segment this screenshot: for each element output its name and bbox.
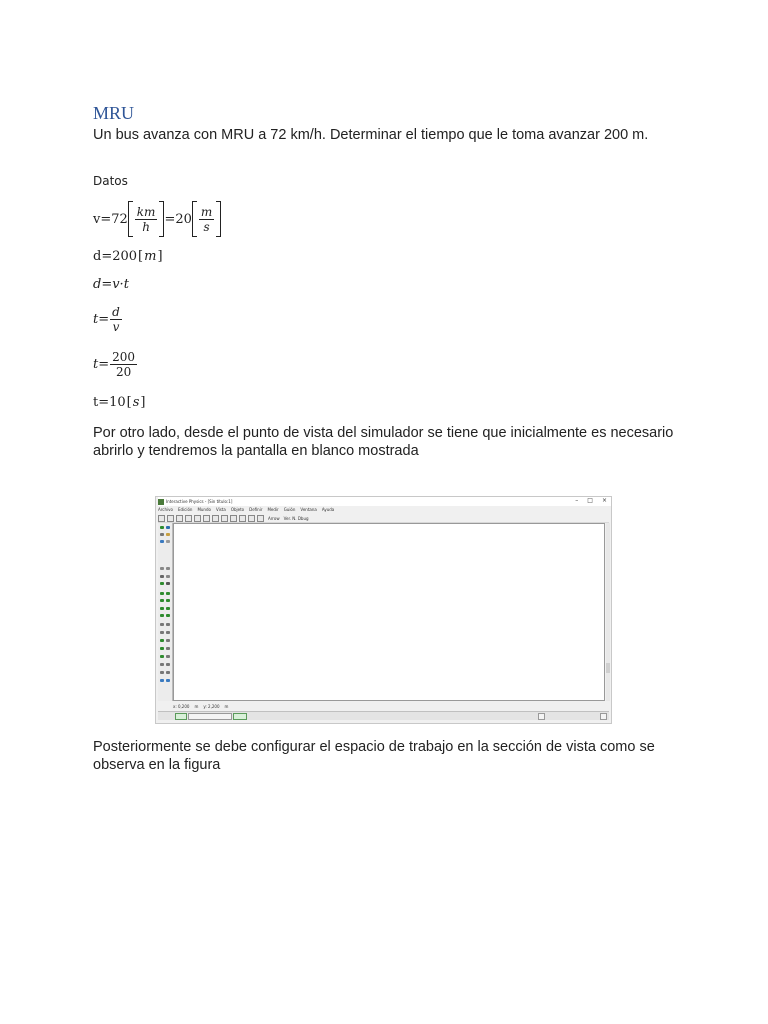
gear-tool-icon xyxy=(160,607,164,610)
zoom-out-icon xyxy=(248,515,255,522)
anchor-tool-icon xyxy=(166,540,170,543)
square-bracket-open: [ xyxy=(138,249,144,264)
coordinate-status xyxy=(173,702,609,710)
slider-tool-icon xyxy=(160,631,164,634)
y-unit: m xyxy=(224,703,229,709)
rope-tool-icon xyxy=(166,575,170,578)
fraction-denominator: v xyxy=(112,320,120,334)
menu-item: Mundo xyxy=(197,507,211,512)
menu-item: Ventana xyxy=(300,507,317,512)
eq5-lhs: t= xyxy=(93,357,110,372)
pin-tool-icon xyxy=(160,647,164,650)
electric-tool-icon xyxy=(166,639,170,642)
arrow-tool-icon xyxy=(166,663,170,666)
text-icon xyxy=(230,515,237,522)
spring-tool-icon xyxy=(160,540,164,543)
window-controls xyxy=(575,497,607,504)
pulley-tool-icon xyxy=(166,599,170,602)
copy-icon xyxy=(194,515,201,522)
fraction-numerator: 200 xyxy=(112,350,136,364)
fraction-kmh xyxy=(135,205,158,234)
menu-item: Vista xyxy=(215,507,226,512)
equation-distance xyxy=(93,249,164,264)
square-bracket-open: [ xyxy=(126,395,132,410)
menu-item: Archivo xyxy=(158,507,173,512)
link-tool-icon xyxy=(166,679,170,682)
track-tool-icon xyxy=(166,647,170,650)
screenshot-menubar xyxy=(158,506,334,513)
bracket-left xyxy=(128,201,133,237)
screenshot-title: Interactive Physics - [Sin título:1] xyxy=(166,499,233,504)
arrow-icon xyxy=(221,515,228,522)
fraction-denominator: h xyxy=(142,219,150,234)
separator-tool-icon xyxy=(166,614,170,617)
save-icon xyxy=(176,515,183,522)
toolbar-label: Ver. N. Dbug xyxy=(283,515,309,521)
square-bracket-close: ] xyxy=(157,249,163,264)
eq6-unit: s xyxy=(132,395,140,410)
section-heading: MRU xyxy=(93,103,135,123)
menu-item: Objeto xyxy=(230,507,245,512)
scroll-thumb xyxy=(606,663,610,673)
group-tool-icon xyxy=(160,679,164,682)
simulation-canvas xyxy=(173,523,605,701)
step-control-icon xyxy=(233,713,247,720)
equation-time-result xyxy=(93,395,147,410)
menu-item: Medir xyxy=(267,507,279,512)
square-bracket-close: ] xyxy=(140,395,146,410)
equation-velocity xyxy=(93,201,221,237)
eq1-lhs: v=72 xyxy=(93,211,128,227)
polygon-tool-icon xyxy=(160,533,164,536)
menu-item: Definir xyxy=(249,507,263,512)
slot-tool-icon xyxy=(166,582,170,585)
playback-controls xyxy=(158,711,609,720)
meter-tool-icon xyxy=(160,623,164,626)
x-coordinate: x: 0,200 xyxy=(173,703,190,709)
screenshot-titlebar xyxy=(158,497,611,506)
fraction-ms xyxy=(199,205,214,234)
equation-formula xyxy=(93,277,129,292)
maximize-icon: □ xyxy=(587,497,593,504)
cut-icon xyxy=(185,515,192,522)
app-icon xyxy=(158,499,164,505)
workspace-paragraph: Posteriormente se debe configurar el espacio de trabajo en la sección de vista como se observa en la figura xyxy=(93,739,655,773)
fraction-numerator: d xyxy=(112,305,120,319)
close-icon: × xyxy=(601,497,607,504)
motor-tool-icon xyxy=(160,592,164,595)
curve-path-tool-icon xyxy=(160,663,164,666)
circle-tool-icon xyxy=(160,526,164,529)
fraction-numerator: m xyxy=(200,204,213,219)
eq6-lhs: t=10 xyxy=(93,395,126,410)
bracket-left xyxy=(192,201,197,237)
run-control-icon xyxy=(175,713,187,720)
button-tool-icon xyxy=(166,631,170,634)
menu-item: Guión xyxy=(283,507,296,512)
menu-item: Ayuda xyxy=(321,507,335,512)
force-tool-icon xyxy=(166,607,170,610)
fraction-denominator: 20 xyxy=(115,365,132,379)
open-file-icon xyxy=(167,515,174,522)
vertical-scrollbar xyxy=(606,523,610,701)
minimize-icon: – xyxy=(575,497,579,504)
timeline-slider xyxy=(188,713,232,720)
actuator-tool-icon xyxy=(166,592,170,595)
curve-tool-icon xyxy=(166,533,170,536)
line-tool-icon xyxy=(166,671,170,674)
toolbar-label: Arrow xyxy=(268,515,280,521)
lock-tool-icon xyxy=(160,655,164,658)
zoom-in-icon xyxy=(239,515,246,522)
undo-icon xyxy=(212,515,219,522)
problem-statement: Un bus avanza con MRU a 72 km/h. Determinar el tiempo que le toma avanzar 200 m. xyxy=(93,127,649,143)
fraction-numerator: km xyxy=(136,204,156,219)
vector-tool-icon xyxy=(166,655,170,658)
fit-icon xyxy=(257,515,264,522)
rotate-tool-icon xyxy=(160,671,164,674)
control-tool-icon xyxy=(166,623,170,626)
eq2-unit: m xyxy=(144,249,157,264)
eq4-lhs: t= xyxy=(93,312,110,327)
eq3-text: d=v·t xyxy=(93,277,129,292)
fraction-denominator: s xyxy=(203,219,210,234)
tool-palette xyxy=(158,523,173,701)
y-coordinate: y: 2,200 xyxy=(203,703,220,709)
eq2-lhs: d=200 xyxy=(93,249,138,264)
paste-icon xyxy=(203,515,210,522)
fraction-200-20 xyxy=(110,350,137,379)
point-tool-icon xyxy=(160,567,164,570)
simulator-screenshot xyxy=(155,496,612,724)
fraction-d-v xyxy=(110,305,122,334)
rod-tool-icon xyxy=(160,575,164,578)
torque-tool-icon xyxy=(160,614,164,617)
equation-time-substitution xyxy=(93,350,138,379)
simulator-paragraph: Por otro lado, desde el punto de vista del simulador se tiene que inicialmente es necesario abrirlo y tendremos la pantalla en blanco mostrada xyxy=(93,425,674,459)
rectangle-tool-icon xyxy=(166,526,170,529)
horizontal-scroll-thumb xyxy=(538,713,545,720)
screenshot-toolbar xyxy=(158,514,609,523)
x-unit: m xyxy=(194,703,199,709)
datos-label: Datos xyxy=(93,174,128,188)
bracket-right xyxy=(216,201,221,237)
damper-tool-icon xyxy=(160,599,164,602)
eq1-mid: =20 xyxy=(164,211,192,227)
equation-time-formula xyxy=(93,305,123,334)
joint-tool-icon xyxy=(160,582,164,585)
scroll-right-icon xyxy=(600,713,607,720)
menu-item: Edición xyxy=(177,507,193,512)
new-file-icon xyxy=(158,515,165,522)
gravity-tool-icon xyxy=(160,639,164,642)
square-point-tool-icon xyxy=(166,567,170,570)
